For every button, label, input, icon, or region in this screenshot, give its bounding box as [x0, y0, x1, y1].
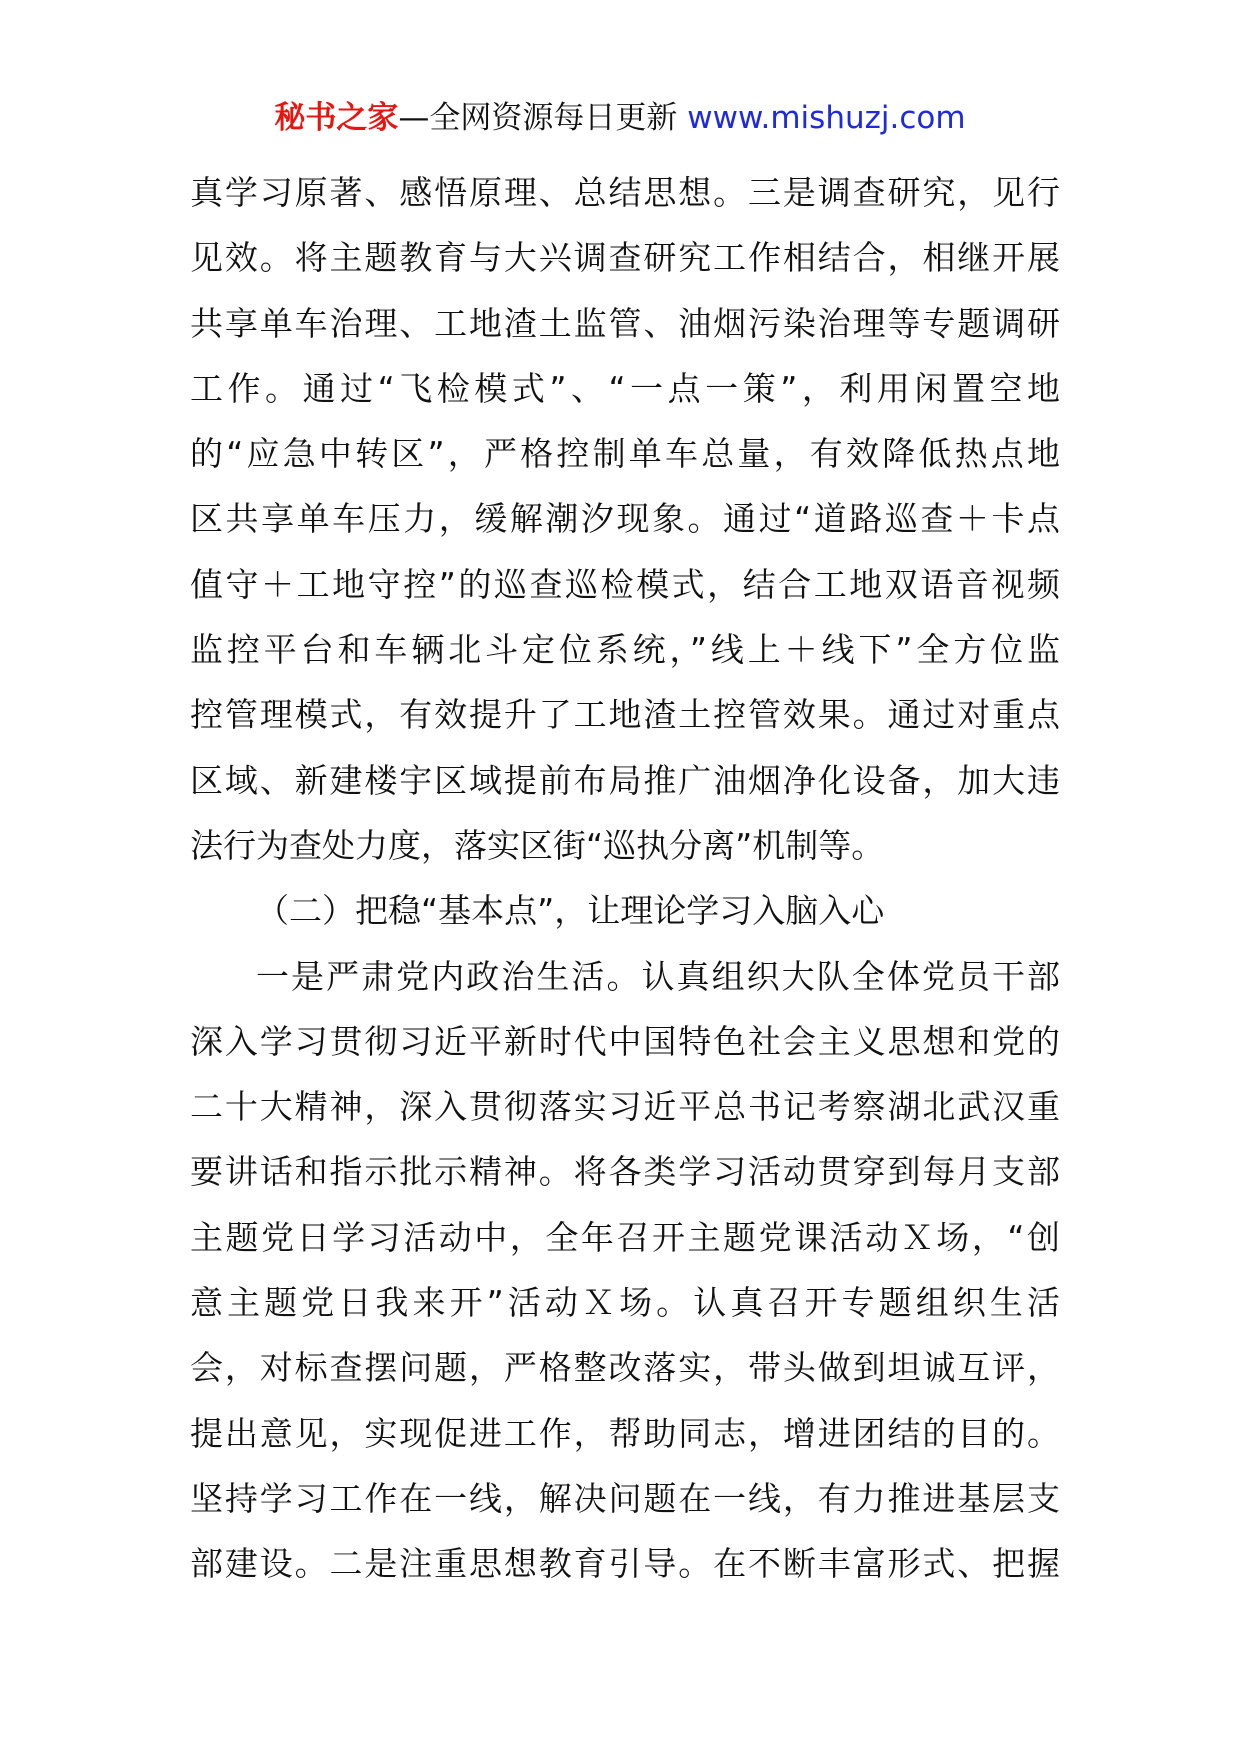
body-line: 主题党日学习活动中，全年召开主题党课活动Ｘ场，“创: [190, 1217, 1060, 1257]
body-line: 控管理模式，有效提升了工地渣土控管效果。通过对重点: [190, 695, 1060, 735]
body-line: 部建设。二是注重思想教育引导。在不断丰富形式、把握: [190, 1544, 1060, 1584]
body-line: 会，对标查摆问题，严格整改落实，带头做到坦诚互评，: [190, 1348, 1060, 1388]
body-line: 区共享单车压力，缓解潮汐现象。通过“道路巡查＋卡点: [190, 499, 1060, 539]
body-line: 工作。通过“飞检模式”、“一点一策”，利用闲置空地: [190, 368, 1060, 408]
document-body: [190, 160, 1060, 1597]
body-line: 见效。将主题教育与大兴调查研究工作相结合，相继开展: [190, 238, 1060, 278]
section-heading: （二）把稳“基本点”，让理论学习入脑入心: [256, 891, 885, 931]
body-line: 意主题党日我来开”活动Ｘ场。认真召开专题组织生活: [190, 1283, 1060, 1323]
body-line: 监控平台和车辆北斗定位系统，”线上＋线下”全方位监: [190, 630, 1060, 670]
body-line: 坚持学习工作在一线，解决问题在一线，有力推进基层支: [190, 1478, 1060, 1518]
header-slogan: —全网资源每日更新: [398, 100, 678, 136]
body-line: 提出意见，实现促进工作，帮助同志，增进团结的目的。: [190, 1413, 1060, 1453]
body-line: 深入学习贯彻习近平新时代中国特色社会主义思想和党的: [190, 1021, 1060, 1061]
body-line: 的“应急中转区”，严格控制单车总量，有效降低热点地: [190, 434, 1060, 474]
body-line: 真学习原著、感悟原理、总结思想。三是调查研究，见行: [190, 173, 1060, 212]
brand-name: 秘书之家: [274, 100, 399, 136]
body-line: 值守＋工地守控”的巡查巡检模式，结合工地双语音视频: [190, 564, 1060, 604]
body-line-paragraph-end: 法行为查处力度，落实区街“巡执分离”机制等。: [190, 825, 885, 865]
page-header: [0, 96, 1240, 140]
body-line: 区域、新建楼宇区域提前布局推广油烟净化设备，加大违: [190, 760, 1060, 800]
body-line-paragraph-start: 一是严肃党内政治生活。认真组织大队全体党员干部: [256, 956, 1060, 996]
body-line: 要讲话和指示批示精神。将各类学习活动贯穿到每月支部: [190, 1152, 1060, 1192]
body-line: 二十大精神，深入贯彻落实习近平总书记考察湖北武汉重: [190, 1087, 1060, 1127]
header-url-link[interactable]: www.mishuzj.com: [687, 100, 966, 136]
body-line: 共享单车治理、工地渣土监管、油烟污染治理等专题调研: [190, 303, 1060, 343]
